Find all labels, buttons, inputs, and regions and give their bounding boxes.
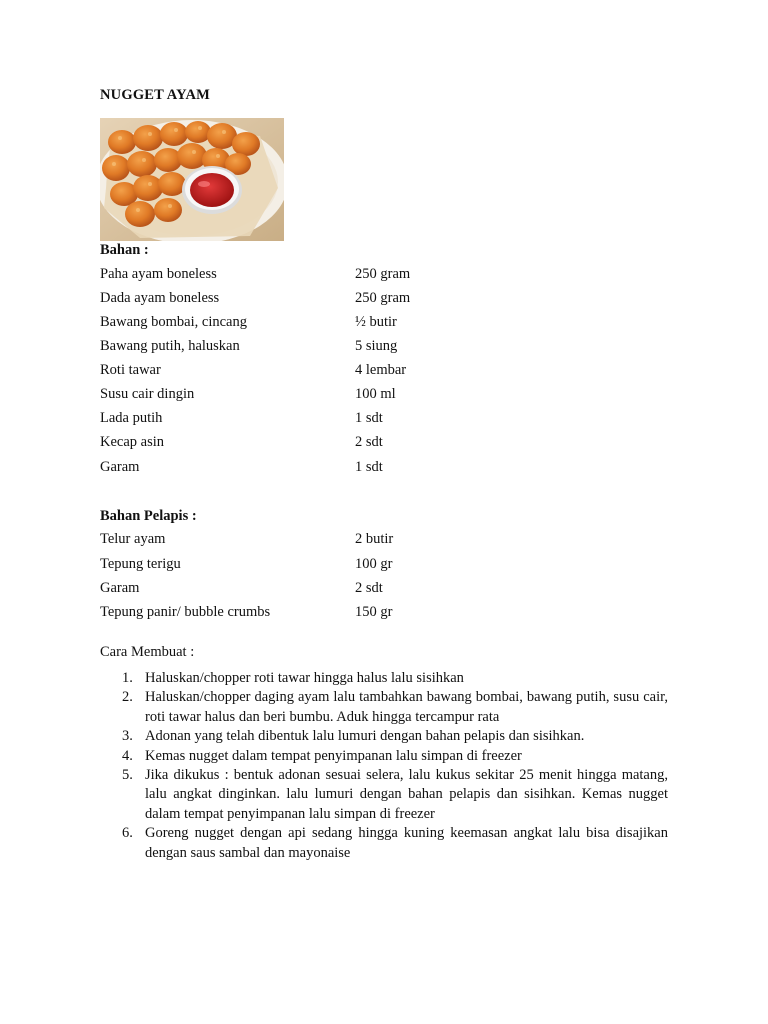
ingredient-name: Garam bbox=[100, 459, 140, 475]
ingredient-name: Lada putih bbox=[100, 410, 163, 426]
list-item bbox=[100, 766, 668, 824]
ingredient-name: Roti tawar bbox=[100, 362, 161, 378]
recipe-title: NUGGET AYAM bbox=[100, 87, 211, 103]
step-number: 5. bbox=[122, 767, 133, 784]
coating-row bbox=[100, 529, 500, 549]
coating-row bbox=[100, 602, 500, 622]
list-item bbox=[100, 747, 668, 766]
ingredient-name: Tepung terigu bbox=[100, 556, 181, 572]
list-item bbox=[100, 688, 668, 727]
pelapis-heading: Bahan Pelapis : bbox=[100, 508, 197, 524]
ingredient-qty: 100 gr bbox=[355, 556, 393, 572]
step-text: Goreng nugget dengan api sedang hingga kuning keemasan angkat lalu bisa disajikan dengan saus sambal dan mayonaise bbox=[145, 825, 668, 861]
document-page bbox=[100, 0, 670, 1024]
ingredient-qty: 2 sdt bbox=[355, 580, 383, 596]
bahan-heading: Bahan : bbox=[100, 242, 149, 258]
ingredient-qty: 5 siung bbox=[355, 338, 398, 354]
step-number: 6. bbox=[122, 825, 133, 842]
ingredient-name: Kecap asin bbox=[100, 434, 165, 450]
coating-row bbox=[100, 554, 500, 574]
ingredient-name: Tepung panir/ bubble crumbs bbox=[100, 604, 271, 620]
ingredient-qty: 1 sdt bbox=[355, 410, 383, 426]
ingredient-row bbox=[100, 432, 500, 452]
ingredient-row bbox=[100, 408, 500, 428]
ingredient-name: Paha ayam boneless bbox=[100, 266, 217, 282]
ingredient-row bbox=[100, 336, 500, 356]
ingredient-qty: ½ butir bbox=[355, 314, 397, 330]
ingredient-name: Bawang bombai, cincang bbox=[100, 314, 247, 330]
list-item bbox=[100, 727, 668, 746]
ingredient-qty: 2 butir bbox=[355, 531, 394, 547]
ingredient-row bbox=[100, 457, 500, 477]
step-number: 3. bbox=[122, 728, 133, 745]
ingredient-qty: 2 sdt bbox=[355, 434, 383, 450]
step-text: Kemas nugget dalam tempat penyimpanan lalu simpan di freezer bbox=[145, 747, 522, 764]
step-text: Adonan yang telah dibentuk lalu lumuri dengan bahan pelapis dan sisihkan. bbox=[145, 728, 585, 745]
ingredient-qty: 250 gram bbox=[355, 290, 411, 306]
ingredient-row bbox=[100, 312, 500, 332]
ingredient-qty: 150 gr bbox=[355, 604, 393, 620]
step-text: Haluskan/chopper roti tawar hingga halus lalu sisihkan bbox=[145, 670, 464, 686]
ingredient-name: Telur ayam bbox=[100, 531, 166, 547]
ingredient-name: Dada ayam boneless bbox=[100, 290, 220, 306]
ingredient-name: Garam bbox=[100, 580, 140, 596]
ingredient-qty: 1 sdt bbox=[355, 459, 383, 475]
ingredient-name: Susu cair dingin bbox=[100, 386, 195, 402]
method-label: Cara Membuat : bbox=[100, 644, 195, 660]
ingredient-qty: 4 lembar bbox=[355, 362, 407, 378]
coating-row bbox=[100, 578, 500, 598]
step-text: Jika dikukus : bentuk adonan sesuai selera, lalu kukus sekitar 25 menit hingga matang, lalu angkat dinginkan. lalu lumuri dengan bahan pelapis dan sisihkan. Kemas nugget dalam tempat penyimpanan lalu simpan di freezer bbox=[145, 767, 668, 822]
step-number: 2. bbox=[122, 689, 133, 706]
ingredient-row bbox=[100, 360, 500, 380]
ingredient-name: Bawang putih, haluskan bbox=[100, 338, 240, 354]
ingredient-qty: 100 ml bbox=[355, 386, 396, 402]
ingredient-row bbox=[100, 384, 500, 404]
method-steps bbox=[100, 669, 668, 863]
ingredient-row bbox=[100, 288, 500, 308]
nugget-photo bbox=[100, 118, 284, 241]
step-number: 4. bbox=[122, 747, 133, 764]
ingredient-qty: 250 gram bbox=[355, 266, 411, 282]
step-number: 1. bbox=[122, 670, 133, 686]
list-item bbox=[100, 669, 668, 688]
list-item bbox=[100, 824, 668, 863]
ingredient-row bbox=[100, 264, 500, 284]
step-text: Haluskan/chopper daging ayam lalu tambahkan bawang bombai, bawang putih, susu cair, roti tawar halus dan beri bumbu. Aduk hingga tercampur rata bbox=[145, 689, 668, 725]
